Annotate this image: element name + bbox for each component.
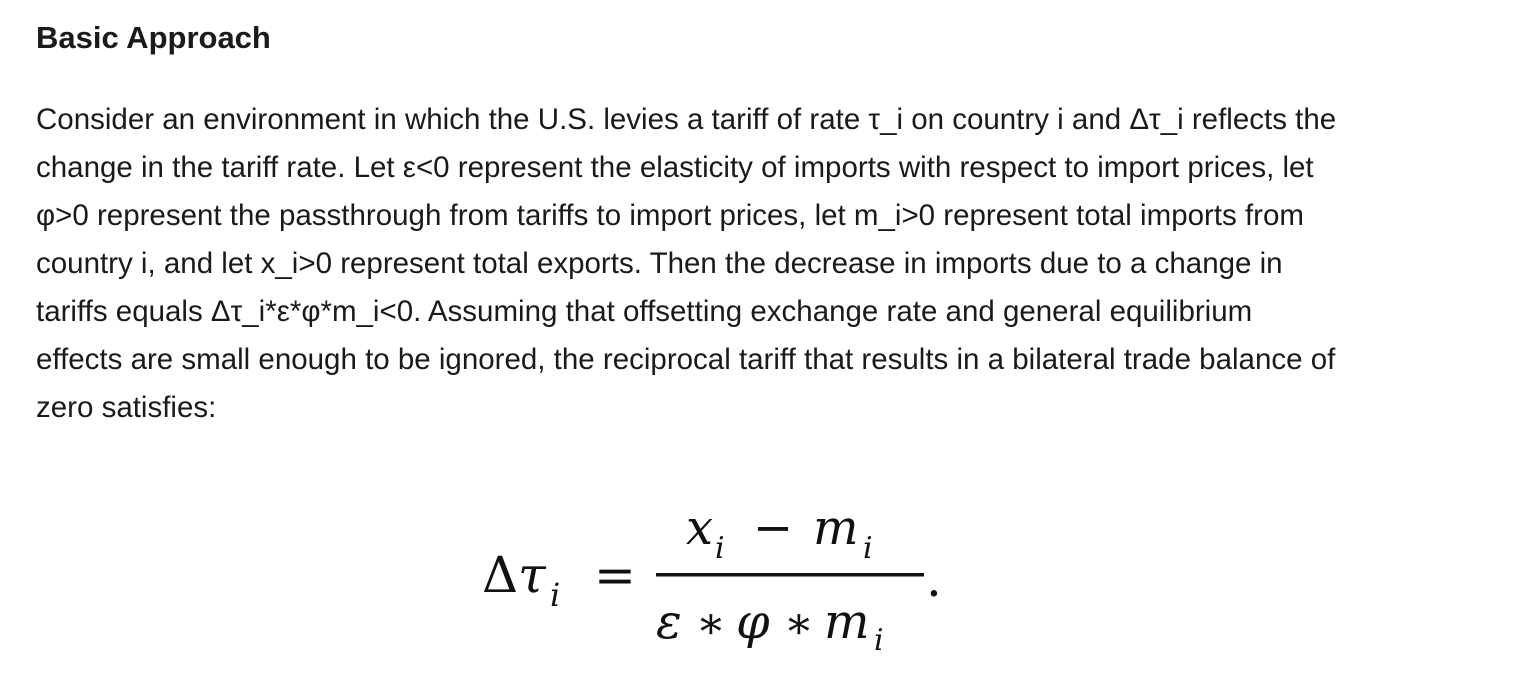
numerator-minus: − xyxy=(753,500,794,556)
formula-svg xyxy=(478,500,958,670)
denominator-phi: φ xyxy=(736,594,770,650)
paragraph-line: change in the tariff rate. Let ε<0 represent the elasticity of imports with respect to import prices, let xyxy=(36,151,1314,184)
numerator-x: x xyxy=(686,500,714,556)
fraction-bar xyxy=(656,573,924,577)
numerator-m-subscript: i xyxy=(863,531,873,566)
lhs-subscript: i xyxy=(550,576,561,614)
lhs-delta: Δ xyxy=(482,546,519,604)
numerator-m: m xyxy=(813,500,859,556)
denominator-star-1: ∗ xyxy=(696,598,726,649)
paragraph-line: zero satisfies: xyxy=(36,391,217,424)
numerator-x-subscript: i xyxy=(715,531,725,566)
paragraph-line: tariffs equals Δτ_i*ε*φ*m_i<0. Assuming that offsetting exchange rate and general equilibrium xyxy=(36,295,1253,328)
section-heading: Basic Approach xyxy=(36,20,271,55)
denominator-star-2: ∗ xyxy=(784,598,814,649)
paragraph-line: country i, and let x_i>0 represent total exports. Then the decrease in imports due to a change in xyxy=(36,247,1283,280)
paragraph-line: effects are small enough to be ignored, the reciprocal tariff that results in a bilateral trade balance of xyxy=(36,343,1336,376)
denominator-m: m xyxy=(824,594,870,650)
tariff-formula xyxy=(478,500,958,670)
lhs-tau: τ xyxy=(518,546,546,604)
equals-sign: = xyxy=(594,546,636,604)
paragraph-line: Consider an environment in which the U.S. levies a tariff of rate τ_i on country i and Δτ_i reflects the xyxy=(36,103,1337,136)
body-paragraph xyxy=(36,96,1476,432)
denominator-epsilon: ε xyxy=(656,594,682,650)
formula-period: . xyxy=(926,550,942,608)
paragraph-line: φ>0 represent the passthrough from tariffs to import prices, let m_i>0 represent total imports from xyxy=(36,199,1304,232)
denominator-m-subscript: i xyxy=(874,623,884,658)
